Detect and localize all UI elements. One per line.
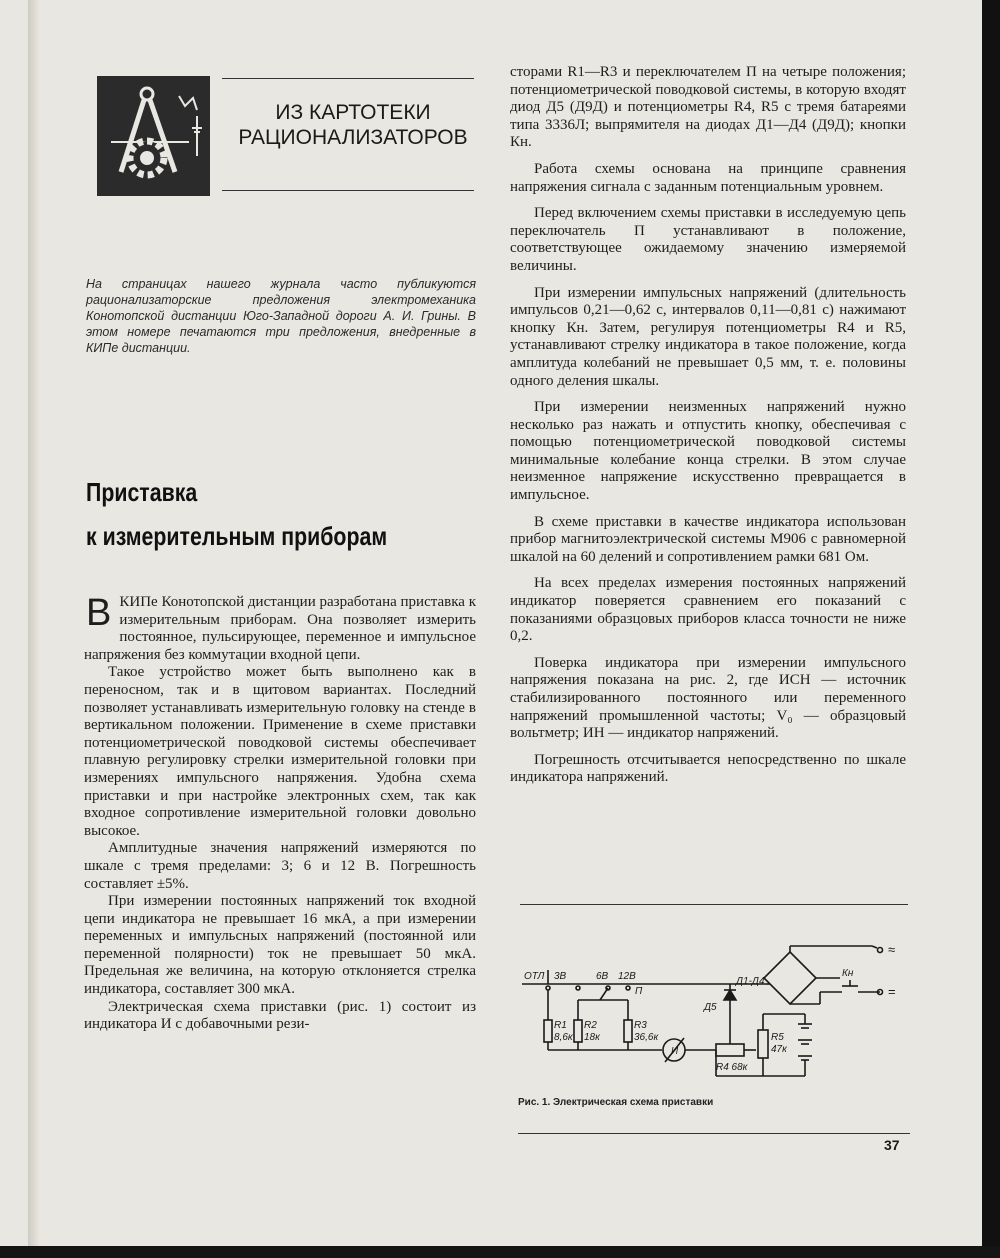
figure-rule-top xyxy=(520,904,908,905)
label-r2-value: 18к xyxy=(584,1032,600,1043)
label-switch: П xyxy=(635,986,643,997)
footer-rule xyxy=(518,1133,910,1134)
header-rule-bottom xyxy=(222,190,474,191)
label-r1: R1 xyxy=(554,1020,567,1031)
paragraph: При измерении постоянных напряжений ток входной цепи индикатора не превышает 16 мкА, а при измерении переменных и импульсных напряжений (постоянной или переменной полярности) ток не превышает 50 мкА. Предельная же величина, на которую отклоняется стрелка индикатора, составляет 300 мкА. xyxy=(84,893,476,998)
intro-note: На страницах нашего журнала часто публикуются рационализаторские предложения электромеханика Конотопской дистанции Юго-Западной дороги А. И. Грины. В этом номере печатаются три предложения, внедренные в КИПе дистанции. xyxy=(86,277,476,355)
circuit-diagram xyxy=(520,944,910,1104)
paragraph: Поверка индикатора при измерении импульсного напряжения показана на рис. 2, где ИСН — источник стабилизированного постоянного или переменного напряжений промышленной частоты; V₀ — образцовый вольтметр; ИН — индикатор напряжений. xyxy=(510,654,906,742)
label-r3: R3 xyxy=(634,1020,647,1031)
label-d1-d4: Д1-Д4 xyxy=(736,976,765,987)
paragraph: В схеме приставки в качестве индикатора использован прибор магнитоэлектрической системы М906 с равномерной шкалой на 60 делений и сопротивлением рамки 681 Ом. xyxy=(510,513,906,565)
page-gutter-shadow xyxy=(28,0,40,1246)
label-r4: R4 68к xyxy=(716,1062,748,1073)
section-title-line-2: РАЦИОНАЛИЗАТОРОВ xyxy=(238,126,468,149)
label-button: Кн xyxy=(842,968,854,979)
paragraph-text: КИПе Конотопской дистанции разработана приставка к измерительным приборам. Она позволяет измерить постоянное, пульсирующее, переменное и импульсное напряжения без коммутации входной цепи. xyxy=(84,594,476,663)
rationalizers-logo xyxy=(97,76,210,196)
label-r5-value: 47к xyxy=(771,1044,787,1055)
section-title xyxy=(228,100,478,150)
paragraph xyxy=(84,594,476,664)
header-rule-top xyxy=(222,78,474,79)
paragraph: На всех пределах измерения постоянных напряжений индикатор поверяется сравнением его показаний с показаниями образцовых приборов класса точности не ниже 0,2. xyxy=(510,575,906,645)
label-otl: ОТЛ xyxy=(524,971,545,982)
compass-gear-icon xyxy=(97,76,210,196)
label-12v: 12В xyxy=(618,971,636,982)
label-3v: 3В xyxy=(554,971,567,982)
article-title-line-2: к измерительным приборам xyxy=(86,521,388,551)
paragraph: При измерении импульсных напряжений (длительность импульсов 0,21—0,62 с, интервалов 0,11—0,81 с) нажимают кнопку Кн. Затем, регулируя потенциометры R4 и R5, устанавливают стрелку индикатора в такое положение, когда амплитуда колебаний не превышает 0,5 мм, т. е. половины одного деления шкалы. xyxy=(510,284,906,389)
paragraph: сторами R1—R3 и переключателем П на четыре положения; потенциометрической поводковой системы, в которую входят диод Д5 (Д9Д) и потенциометры R4, R5 с тремя батареями типа 3336Л; выпрямителя на диодах Д1—Д4 (Д9Д); кнопки Кн. xyxy=(510,64,906,151)
article-title-line-1: Приставка xyxy=(86,477,198,507)
paragraph: Перед включением схемы приставки в исследуемую цепь переключатель П устанавливают в положение, соответствующее ожидаемому значению измеряемой величины. xyxy=(510,205,906,274)
scan-edge-bottom xyxy=(0,1246,1000,1258)
figure-caption: Рис. 1. Электрическая схема приставки xyxy=(518,1097,714,1108)
left-column xyxy=(84,594,476,1034)
page-number: 37 xyxy=(884,1137,900,1153)
label-6v: 6В xyxy=(596,971,609,982)
article-title xyxy=(86,470,414,558)
label-r2: R2 xyxy=(584,1020,597,1031)
paragraph: При измерении неизменных напряжений нужно несколько раз нажать и отпустить кнопку, обеспечивая с помощью потенциометрической поводковой системы минимальные колебание конца стрелки. В этом случае неизменное напряжение искусственно превращается в импульсное. xyxy=(510,399,906,504)
label-dc: = xyxy=(888,984,896,999)
paragraph: Погрешность отсчитывается непосредственно по шкале индикатора напряжений. xyxy=(510,751,906,786)
scan-edge-right xyxy=(982,0,1000,1258)
right-column xyxy=(510,64,906,787)
label-r5: R5 xyxy=(771,1032,784,1043)
label-ac: ≈ xyxy=(888,944,896,957)
paragraph: Электрическая схема приставки (рис. 1) состоит из индикатора И с добавочными рези- xyxy=(84,998,476,1033)
label-d5: Д5 xyxy=(704,1002,717,1013)
label-r1-value: 8,6к xyxy=(554,1032,573,1043)
section-title-line-1: ИЗ КАРТОТЕКИ xyxy=(275,101,431,124)
paragraph: Работа схемы основана на принципе сравнения напряжения сигнала с заданным потенциальным уровнем. xyxy=(510,160,906,195)
label-indicator: И xyxy=(671,1046,679,1057)
label-r3-value: 36,6к xyxy=(634,1032,659,1043)
paragraph: Амплитудные значения напряжений измеряются по шкале с тремя пределами: 3; 6 и 12 В. Погрешность составляет ±5%. xyxy=(84,840,476,892)
paragraph: Такое устройство может быть выполнено как в переносном, так и в щитовом вариантах. Последний позволяет устанавливать измерительную головку на стенде в вертикальном положении. Применение в схеме приставки потенциометрической поводковой системы обеспечивает плавную регулировку стрелки измерительной головки при измерениях импульсного напряжения. Удобна схема приставки и при настройке электронных схем, так как входное сопротивление измерительной головки довольно высокое. xyxy=(84,664,476,839)
drop-cap: В xyxy=(86,592,112,634)
